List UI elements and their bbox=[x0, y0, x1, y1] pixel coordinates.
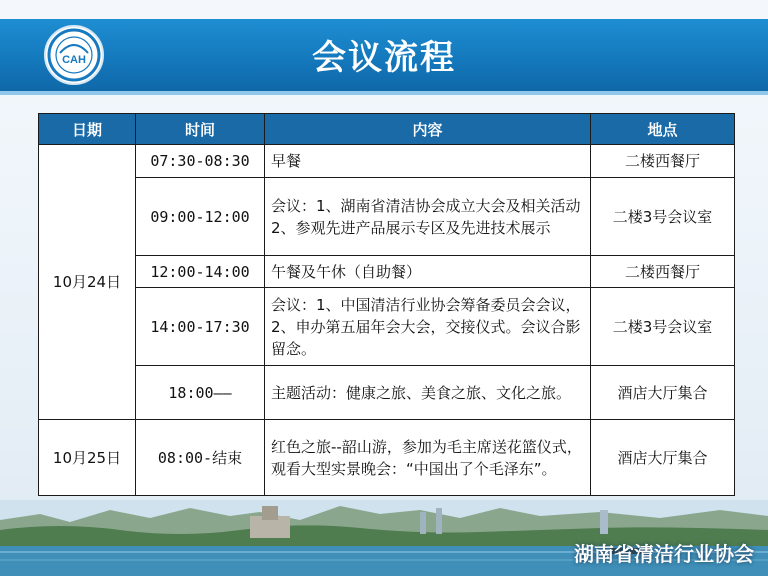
content-cell: 午餐及午休（自助餐） bbox=[265, 256, 591, 288]
table-row bbox=[39, 366, 735, 420]
table-header-row bbox=[39, 114, 735, 145]
title-banner-stripe bbox=[0, 91, 768, 95]
column-header-content: 内容 bbox=[265, 114, 591, 145]
column-header-date: 日期 bbox=[39, 114, 136, 145]
table-row bbox=[39, 420, 735, 496]
schedule-table bbox=[38, 113, 735, 496]
content-cell: 红色之旅--韶山游，参加为毛主席送花篮仪式，观看大型实景晚会：“中国出了个毛泽东”。 bbox=[265, 420, 591, 496]
time-cell: 09:00-12:00 bbox=[136, 178, 265, 256]
date-cell: 10月24日 bbox=[39, 145, 136, 420]
place-cell: 二楼3号会议室 bbox=[591, 288, 735, 366]
place-cell: 酒店大厅集合 bbox=[591, 366, 735, 420]
content-cell: 主题活动：健康之旅、美食之旅、文化之旅。 bbox=[265, 366, 591, 420]
table-row bbox=[39, 256, 735, 288]
time-cell: 18:00—— bbox=[136, 366, 265, 420]
table-row bbox=[39, 288, 735, 366]
place-cell: 二楼西餐厅 bbox=[591, 256, 735, 288]
place-cell: 二楼西餐厅 bbox=[591, 145, 735, 178]
content-cell: 会议：1、中国清洁行业协会筹备委员会会议，2、申办第五届年会大会，交接仪式。会议合影留念。 bbox=[265, 288, 591, 366]
place-cell: 二楼3号会议室 bbox=[591, 178, 735, 256]
content-cell: 会议：1、湖南省清洁协会成立大会及相关活动 2、参观先进产品展示专区及先进技术展示 bbox=[265, 178, 591, 256]
time-cell: 12:00-14:00 bbox=[136, 256, 265, 288]
place-cell: 酒店大厅集合 bbox=[591, 420, 735, 496]
time-cell: 08:00-结束 bbox=[136, 420, 265, 496]
table-row bbox=[39, 145, 735, 178]
time-cell: 07:30-08:30 bbox=[136, 145, 265, 178]
logo-text: CAH bbox=[62, 54, 86, 66]
organization-name: 湖南省清洁行业协会 bbox=[574, 542, 754, 566]
date-cell: 10月25日 bbox=[39, 420, 136, 496]
column-header-place: 地点 bbox=[591, 114, 735, 145]
page-title: 会议流程 bbox=[312, 38, 456, 78]
column-header-time: 时间 bbox=[136, 114, 265, 145]
time-cell: 14:00-17:30 bbox=[136, 288, 265, 366]
content-cell: 早餐 bbox=[265, 145, 591, 178]
table-row bbox=[39, 178, 735, 256]
